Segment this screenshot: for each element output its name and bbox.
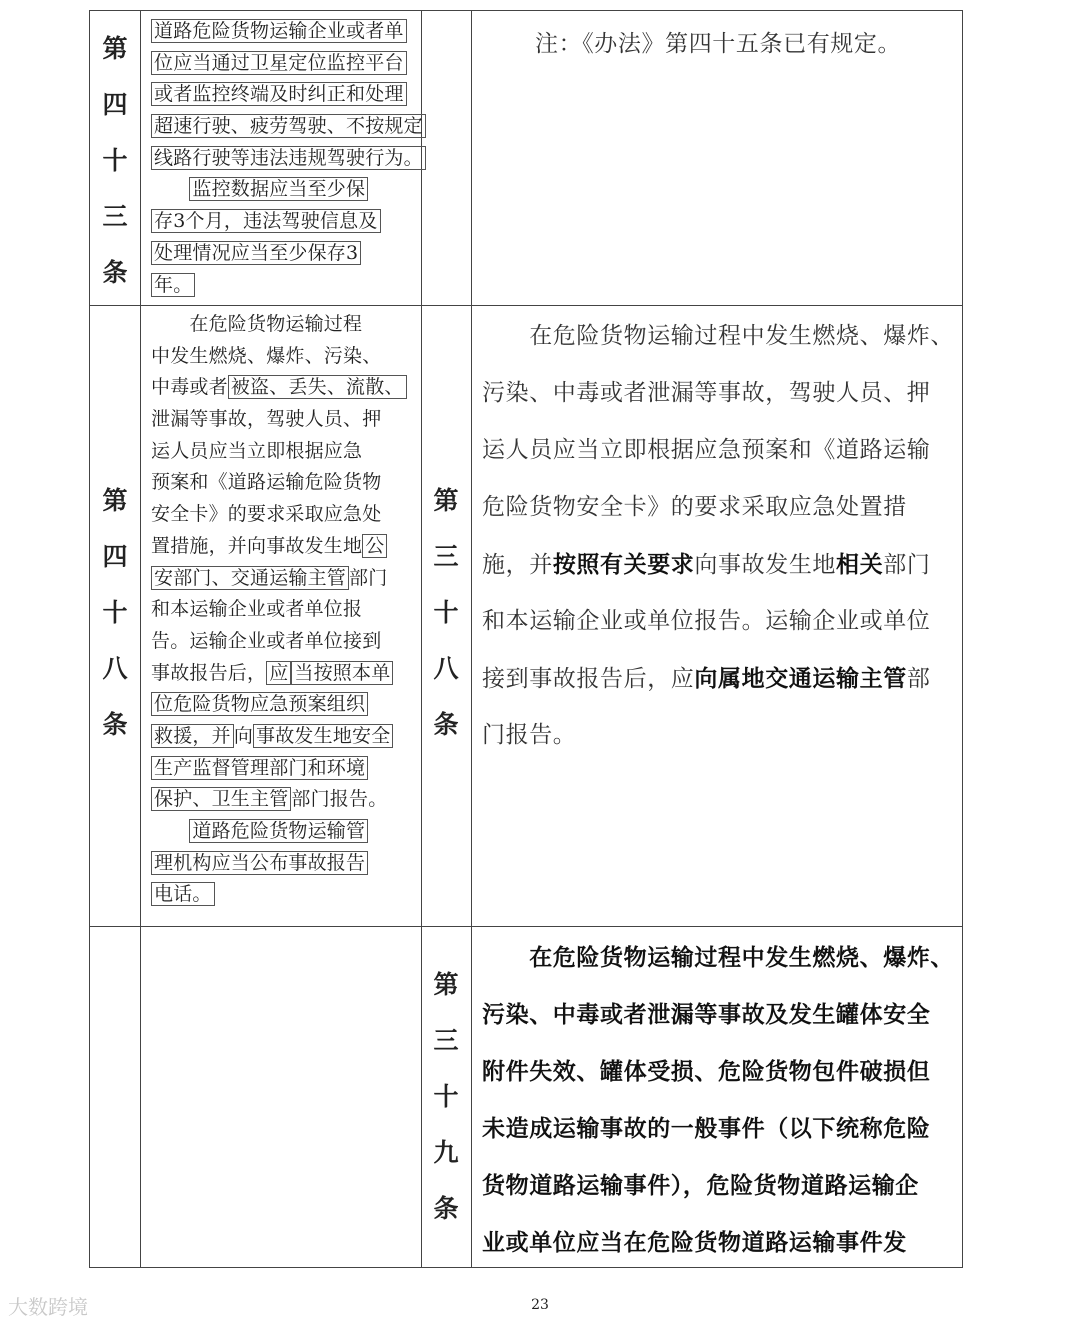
text-line [151, 206, 419, 238]
highlighted-segment: 应 [266, 661, 291, 685]
highlighted-segment: 年。 [151, 273, 195, 297]
highlighted-segment: 或者监控终端及时纠正和处理 [151, 82, 407, 106]
text-line [151, 563, 419, 595]
label-char: 三 [102, 202, 128, 231]
text-segment: 告。运输企业或者单位接到 [151, 629, 382, 652]
text-line [151, 436, 419, 468]
text-segment: 置措施，并向事故发生地 [151, 534, 363, 557]
label-char: 八 [102, 654, 128, 683]
highlighted-segment: 存3个月，违法驾驶信息及 [151, 209, 381, 233]
new-article-label [421, 957, 471, 1237]
text-line [151, 467, 419, 499]
label-char: 条 [102, 258, 128, 287]
label-char: 第 [433, 970, 459, 999]
text-line [482, 650, 954, 707]
text-segment: 在危险货物运输过程 [151, 313, 363, 335]
highlighted-segment: 事故发生地安全 [253, 724, 393, 748]
highlighted-segment: 道路危险货物运输管 [189, 819, 368, 843]
label-char: 三 [433, 542, 459, 571]
new-article-note [535, 16, 1007, 73]
text-segment: 污染、中毒或者泄漏等事故，驾驶人员、押 [482, 380, 931, 406]
text-line [482, 536, 954, 593]
text-line [151, 372, 419, 404]
text-segment: 和本运输企业或者单位报 [151, 598, 363, 621]
text-segment: 事故报告后， [151, 661, 267, 684]
highlighted-segment: 理机构应当公布事故报告 [151, 851, 368, 875]
highlighted-segment: 位危险货物应急预案组织 [151, 692, 368, 716]
text-line: 附件失效、罐体受损、危险货物包件破损但 [482, 1058, 931, 1085]
text-line [151, 341, 419, 373]
text-segment: 部 [906, 666, 931, 692]
row-divider [90, 926, 962, 927]
text-line [151, 174, 419, 206]
text-line [151, 143, 423, 175]
label-char: 十 [433, 1082, 459, 1111]
text-line [151, 270, 419, 302]
new-article-text [482, 929, 954, 1271]
new-article-label [421, 473, 471, 753]
text-line [151, 499, 419, 531]
label-char: 第 [102, 34, 128, 63]
text-line [482, 479, 954, 536]
text-segment [151, 820, 189, 842]
label-char: 十 [102, 146, 128, 175]
label-char: 四 [102, 90, 128, 119]
text-segment: 运人员应当立即根据应急预案和《道路运输 [482, 437, 931, 463]
highlighted-segment: 处理情况应当至少保存3 [151, 241, 361, 265]
text-segment: 部门 [883, 552, 931, 578]
label-char: 条 [433, 710, 459, 739]
old-article-label [90, 21, 140, 301]
label-char: 三 [433, 1026, 459, 1055]
text-line [151, 238, 419, 270]
highlighted-segment: 当按照本单 [291, 661, 393, 685]
label-char: 十 [433, 598, 459, 627]
highlighted-segment: 道路危险货物运输企业或者单 [151, 19, 407, 43]
bold-segment: 按照有关要求 [552, 551, 695, 578]
text-segment: 危险货物安全卡》的要求采取应急处置措 [482, 494, 907, 520]
text-line [151, 79, 419, 111]
text-line [151, 594, 419, 626]
highlighted-segment: 生产监督管理部门和环境 [151, 756, 368, 780]
bold-segment: 向属地交通运输主管 [694, 665, 907, 692]
text-segment: 泄漏等事故，驾驶人员、押 [151, 408, 382, 431]
text-line [151, 404, 419, 436]
highlighted-segment: 公 [362, 534, 387, 558]
text-line [151, 689, 419, 721]
label-char: 十 [102, 598, 128, 627]
label-char: 条 [433, 1194, 459, 1223]
text-line [151, 753, 419, 785]
text-line [482, 422, 954, 479]
column-divider [140, 11, 141, 1267]
highlighted-segment: 监控数据应当至少保 [189, 177, 368, 201]
column-divider [471, 11, 472, 1267]
text-segment: 和本运输企业或单位报告。运输企业或单位 [482, 608, 931, 634]
highlighted-segment: 超速行驶、疲劳驾驶、不按规定 [151, 114, 426, 138]
watermark-logo: 大数跨境 [8, 1295, 88, 1319]
comparison-table [89, 10, 963, 1268]
highlighted-segment: 保护、卫生主管 [151, 787, 291, 811]
highlighted-segment: 电话。 [151, 882, 215, 906]
label-char: 第 [433, 486, 459, 515]
text-segment: 部门报告。 [291, 788, 388, 811]
text-line [482, 365, 954, 422]
text-line [151, 658, 419, 690]
new-article-text [482, 308, 954, 764]
text-segment [151, 178, 189, 200]
text-line [151, 816, 419, 848]
text-line [151, 848, 419, 880]
text-line [151, 626, 419, 658]
text-line [151, 784, 419, 816]
text-line [151, 16, 419, 48]
text-segment: 中发生燃烧、爆炸、污染、 [151, 344, 382, 367]
text-segment: 门报告。 [482, 722, 577, 748]
text-segment: 部门 [349, 566, 388, 589]
label-char: 第 [102, 486, 128, 515]
label-char: 四 [102, 542, 128, 571]
text-line [151, 879, 419, 911]
highlighted-segment: 位应当通过卫星定位监控平台 [151, 51, 407, 75]
text-line [151, 111, 423, 143]
page-number: 23 [531, 1297, 549, 1313]
highlighted-segment: 线路行驶等违法违规驾驶行为。 [151, 146, 426, 170]
text-line [151, 531, 419, 563]
text-segment: 预案和《道路运输危险货物 [151, 471, 382, 494]
highlighted-segment: 救援，并 [151, 724, 234, 748]
text-line: 在危险货物运输过程中发生燃烧、爆炸、 [482, 944, 954, 971]
old-article-text [151, 16, 423, 301]
text-line [151, 309, 419, 341]
highlighted-segment: 安部门、交通运输主管 [151, 566, 349, 590]
text-line [482, 707, 954, 764]
label-char: 八 [433, 654, 459, 683]
old-article-label [90, 473, 140, 753]
label-char: 条 [102, 710, 128, 739]
text-segment: 在危险货物运输过程中发生燃烧、爆炸、 [482, 323, 954, 349]
text-line [482, 308, 954, 365]
text-line: 污染、中毒或者泄漏等事故及发生罐体安全 [482, 1001, 931, 1028]
text-segment: 接到事故报告后，应 [482, 666, 695, 692]
label-char: 九 [433, 1138, 459, 1167]
text-line [151, 48, 419, 80]
bold-segment: 相关 [836, 551, 884, 578]
text-line [151, 721, 419, 753]
text-segment: 向事故发生地 [694, 552, 837, 578]
text-segment: 中毒或者 [151, 376, 228, 399]
text-line: 货物道路运输事件），危险货物道路运输企 [482, 1172, 919, 1199]
row-divider [90, 305, 962, 306]
text-line: 业或单位应当在危险货物道路运输事件发 [482, 1229, 907, 1256]
old-article-text [151, 309, 419, 911]
text-line [482, 593, 954, 650]
highlighted-segment: 被盗、丢失、流散、 [228, 375, 407, 399]
text-segment: 施，并 [482, 552, 553, 578]
text-segment: 向 [233, 724, 254, 747]
text-segment: 安全卡》的要求采取应急处 [151, 503, 382, 526]
note-text: 注：《办法》第四十五条已有规定。 [535, 31, 902, 57]
text-line: 未造成运输事故的一般事件（以下统称危险 [482, 1115, 931, 1142]
text-segment: 运人员应当立即根据应急 [151, 439, 363, 462]
